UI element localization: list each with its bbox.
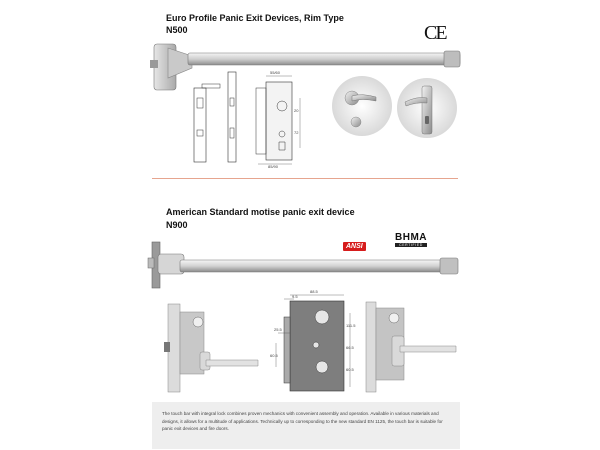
description-text: The touch bar with integral lock combines proven mechanics with convenient assembly and operation. Available in various materials and designs, it allows for a multitude of applications. Technically up to corresponding to the new standard EN 1125, the touch bar is suitable for panic exit devices and fire doors.	[162, 411, 443, 432]
n500-dim-side-a: 20	[294, 108, 299, 113]
n900-technical-drawing	[270, 287, 362, 395]
n500-lever-handles-image	[332, 72, 458, 146]
ansi-badge-label: ANSI	[343, 242, 366, 251]
description-panel	[152, 402, 460, 449]
n900-dim-right-b: 66.5	[346, 345, 354, 350]
n900-lock-photo-left	[160, 302, 262, 394]
n900-dim-right-a: 111.5	[346, 323, 356, 328]
n500-technical-drawing	[188, 68, 312, 168]
bhma-badge-label: BHMA	[395, 232, 427, 243]
n900-dim-left: 25.5	[274, 327, 282, 332]
n900-push-bar-image	[144, 240, 464, 290]
n900-dim-left-vertical: 60.5	[270, 353, 278, 358]
n900-dim-offset: 9.5	[292, 294, 298, 299]
n900-lock-photo-right	[362, 300, 460, 394]
n900-dim-top: 88.5	[310, 289, 318, 294]
section2-title: American Standard motise panic exit device	[166, 207, 355, 217]
n900-dim-right-c: 60.5	[346, 367, 354, 372]
section2-model: N900	[166, 220, 188, 230]
section-divider	[152, 178, 458, 179]
n500-dim-top: 55/60	[270, 70, 281, 75]
ce-mark: CE	[424, 22, 446, 44]
n500-dim-bottom: 85/90	[268, 164, 279, 168]
n500-dim-side-b: 72	[294, 130, 299, 135]
bhma-badge-sub: CERTIFIED	[395, 243, 427, 247]
section1-title: Euro Profile Panic Exit Devices, Rim Type	[166, 13, 344, 23]
section1-model: N500	[166, 25, 188, 35]
